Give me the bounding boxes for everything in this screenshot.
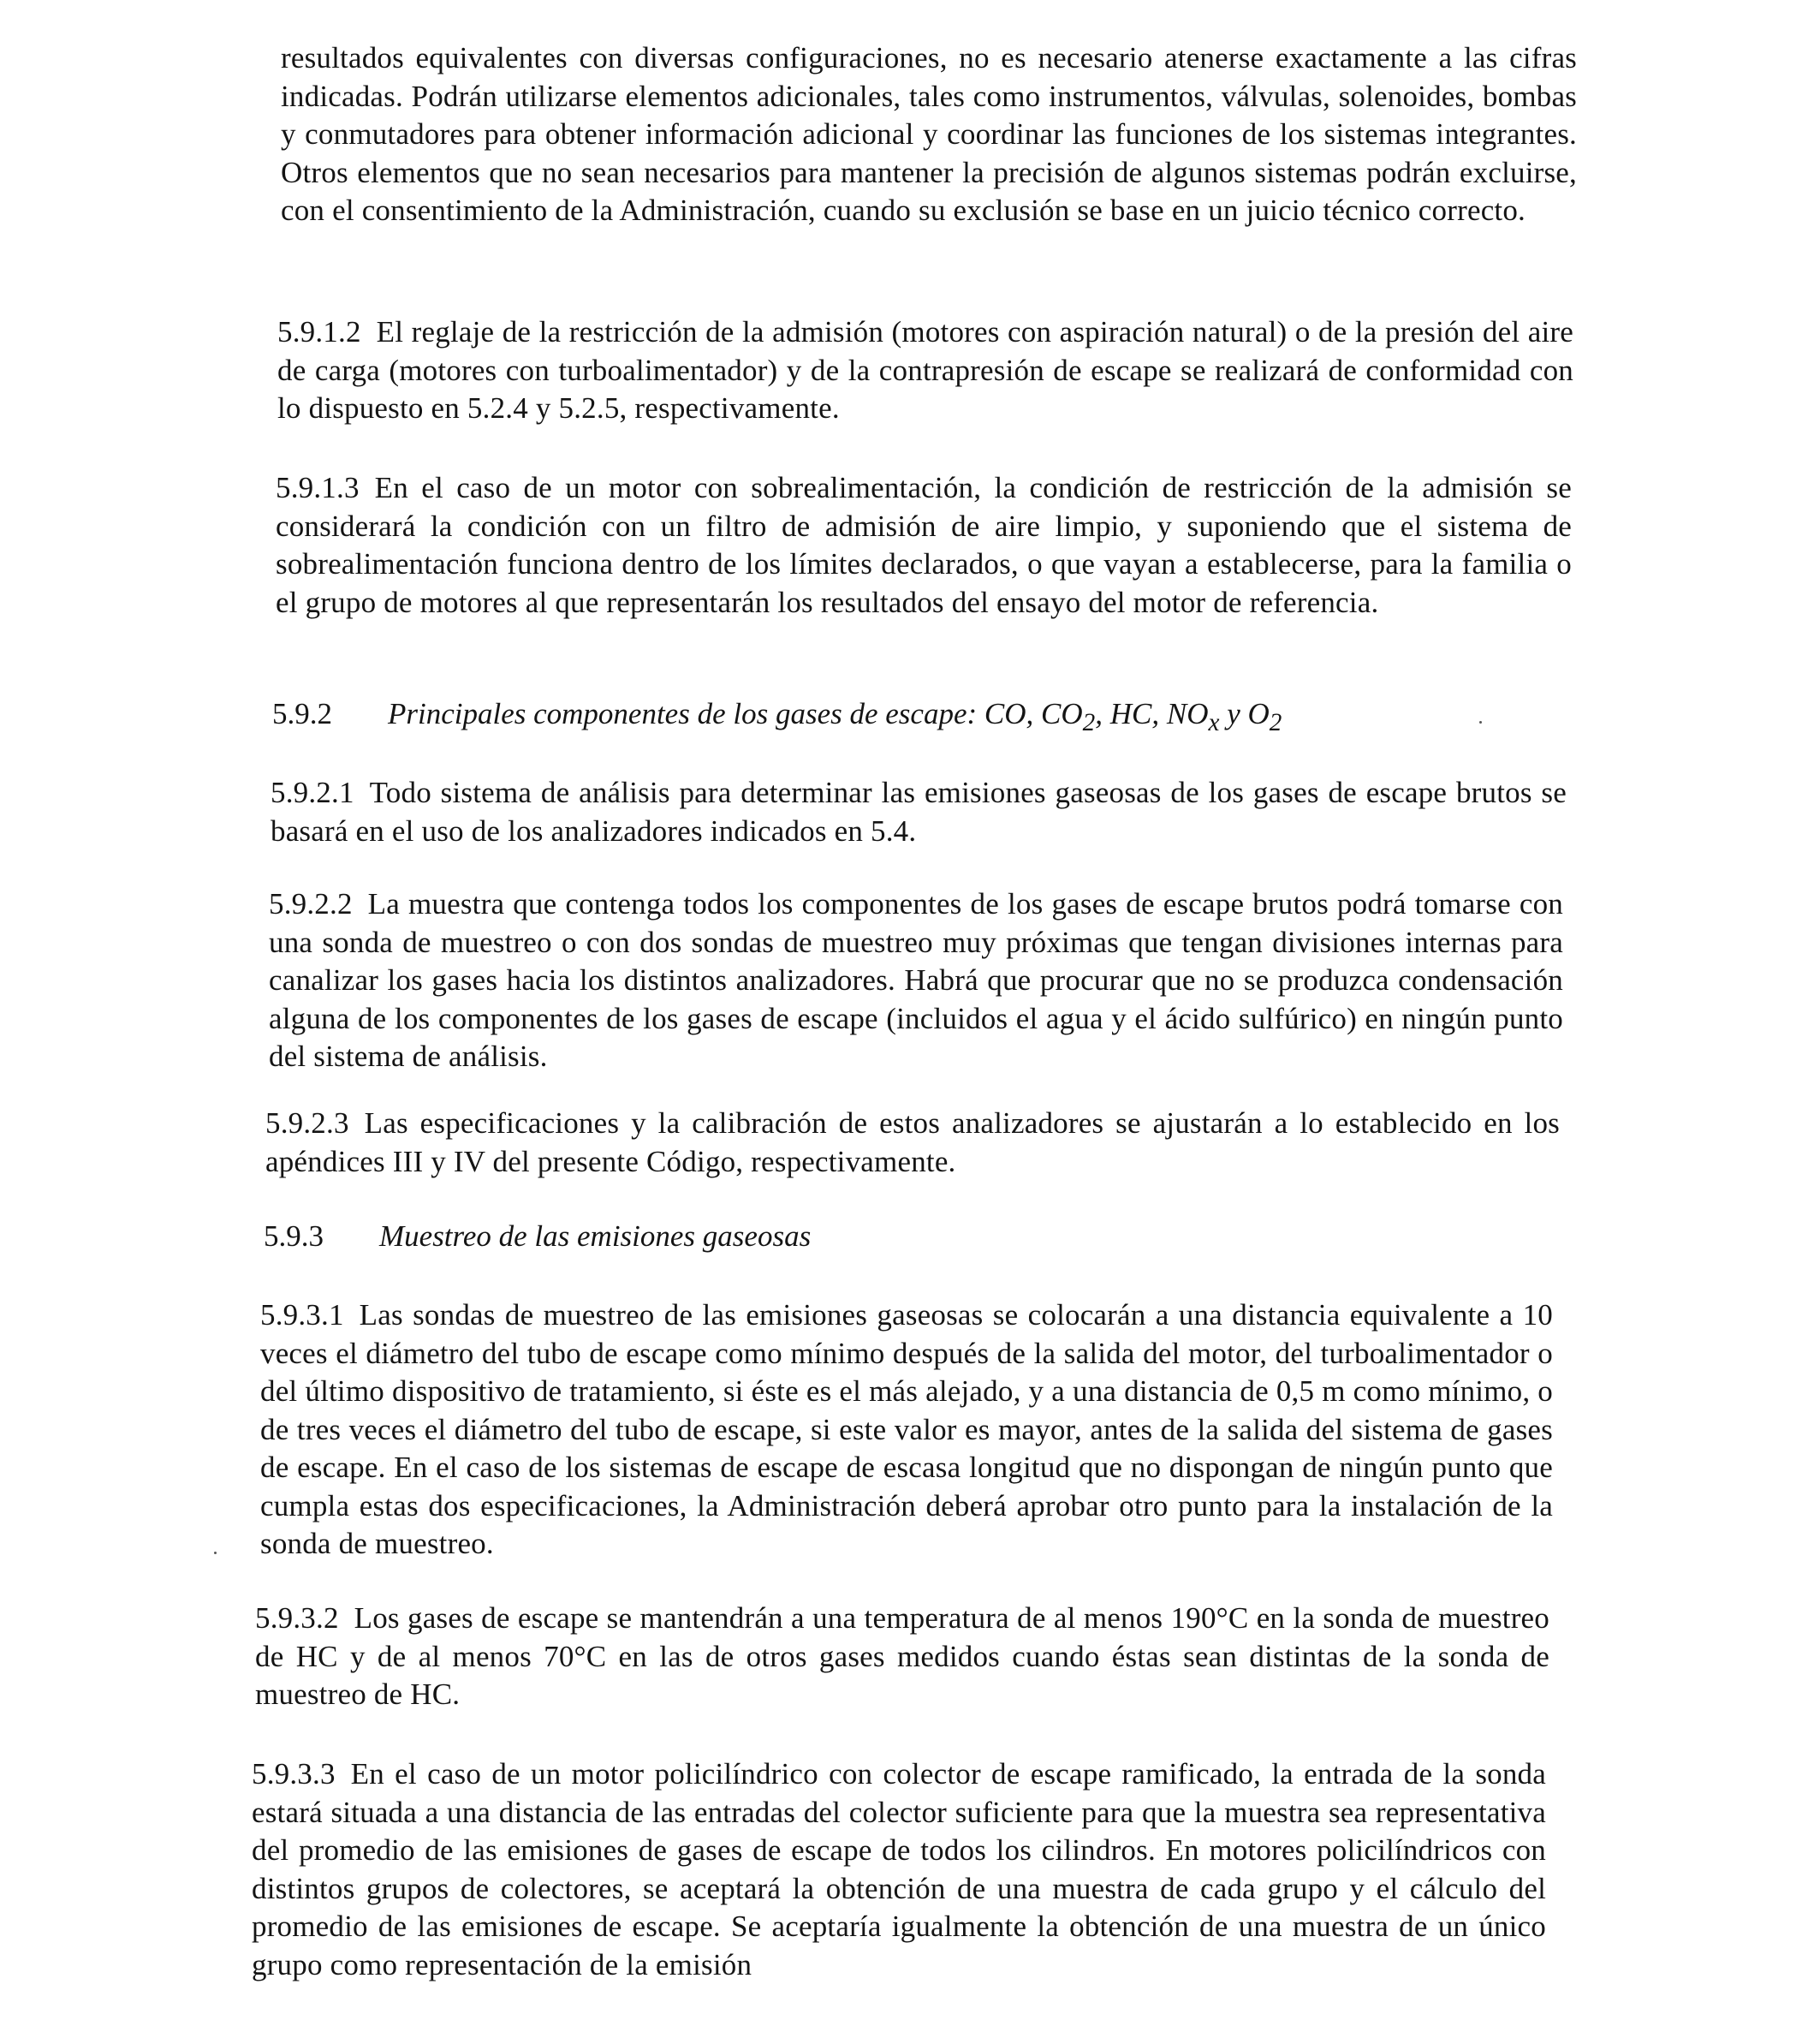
section-heading-5-9-2 [272,695,1282,742]
paragraph-number: 5.9.2.3 [265,1106,349,1140]
paragraph-5-9-1-2 [277,313,1573,428]
scan-speck [1479,721,1482,724]
paragraph-number: 5.9.3.2 [255,1601,339,1635]
paragraph-number: 5.9.2.1 [271,776,354,809]
paragraph-text: En el caso de un motor con sobrealimentación, la condición de restricción de la admisión se considerará la condición con un filtro de admisión de aire limpio, y suponiendo que el sistema de sobrealimentación funciona dentro de los límites declarados, o que vayan a establecerse, para la familia o el grupo de motores al que representarán los resultados del ensayo del motor de referencia. [276,471,1572,619]
paragraph-number: 5.9.1.2 [277,315,361,349]
paragraph-number: 5.9.2.2 [269,887,353,921]
paragraph-5-9-3-3 [252,1755,1546,1984]
paragraph-text: Los gases de escape se mantendrán a una temperatura de al menos 190°C en la sonda de muestreo de HC y de al menos 70°C en las de otros gases medidos cuando éstas sean distintas de la sonda de muestreo de HC. [255,1601,1549,1711]
paragraph-5-9-2-1 [271,774,1567,850]
paragraph-number: 5.9.1.3 [276,471,360,504]
paragraph-text: La muestra que contenga todos los componentes de los gases de escape brutos podrá tomarse con una sonda de muestreo o con dos sondas de muestreo muy próximas que tengan divisiones internas para canalizar los gases hacia los distintos analizadores. Habrá que procurar que no se produzca condensación alguna de los componentes de los gases de escape (incluidos el agua y el ácido sulfúrico) en ningún punto del sistema de análisis. [269,887,1563,1073]
paragraph-text: Las sondas de muestreo de las emisiones gaseosas se colocarán a una distancia equivalente a 10 veces el diámetro del tubo de escape como mínimo después de la salida del motor, del turboalimentador o del último dispositivo de tratamiento, si éste es el más alejado, y a una distancia de 0,5 m como mínimo, o de tres veces el diámetro del tubo de escape, si este valor es mayor, antes de la salida del sistema de gases de escape. En el caso de los sistemas de escape de escasa longitud que no dispongan de ningún punto que cumpla estas dos especificaciones, la Administración deberá aprobar otro punto para la instalación de la sonda de muestreo. [260,1298,1553,1560]
heading-title: Principales componentes de los gases de escape: CO, $CO_2$, HC, $NO_x$ y $O_2$ [388,697,1282,736]
paragraph-number: 5.9.3.3 [252,1757,336,1791]
paragraph-text: En el caso de un motor policilíndrico con colector de escape ramificado, la entrada de la sonda estará situada a una distancia de las entradas del colector suficiente para que la muestra sea representativa del promedio de las emisiones de gases de escape de todos los cilindros. En motores policilíndricos con distintos grupos de colectores, se aceptará la obtención de una muestra de cada grupo y el cálculo del promedio de las emisiones de escape. Se aceptaría igualmente la obtención de una muestra de un único grupo como representación de la emisión [252,1757,1546,1981]
paragraph-text: El reglaje de la restricción de la admisión (motores con aspiración natural) o de la presión del aire de carga (motores con turboalimentador) y de la contrapresión de escape se realizará de conformidad con lo dispuesto en 5.2.4 y 5.2.5, respectivamente. [277,315,1573,425]
paragraph-text: Las especificaciones y la calibración de estos analizadores se ajustarán a lo establecido en los apéndices III y IV del presente Código, respectivamente. [265,1106,1560,1178]
heading-number: 5.9.3 [264,1219,324,1253]
paragraph-continued [281,39,1577,230]
paragraph-5-9-3-1 [260,1296,1553,1564]
paragraph-number: 5.9.3.1 [260,1298,344,1332]
paragraph-text: Todo sistema de análisis para determinar las emisiones gaseosas de los gases de escape brutos se basará en el uso de los analizadores indicados en 5.4. [271,776,1567,848]
section-heading-5-9-3 [264,1218,811,1255]
heading-title: Muestreo de las emisiones gaseosas [379,1219,812,1253]
paragraph-5-9-1-3 [276,469,1572,622]
heading-number: 5.9.2 [272,697,332,730]
scan-speck [214,1552,217,1554]
paragraph-5-9-3-2 [255,1600,1549,1714]
paragraph-5-9-2-3 [265,1105,1560,1181]
paragraph-5-9-2-2 [269,885,1563,1076]
paragraph-text: resultados equivalentes con diversas configuraciones, no es necesario atenerse exactamente a las cifras indicadas. Podrán utilizarse elementos adicionales, tales como instrumentos, válvulas, solenoides, bombas y conmutadores para obtener información adicional y coordinar las funciones de los sistemas integrantes. Otros elementos que no sean necesarios para mantener la precisión de algunos sistemas podrán excluirse, con el consentimiento de la Administración, cuando su exclusión se base en un juicio técnico correcto. [281,41,1577,227]
